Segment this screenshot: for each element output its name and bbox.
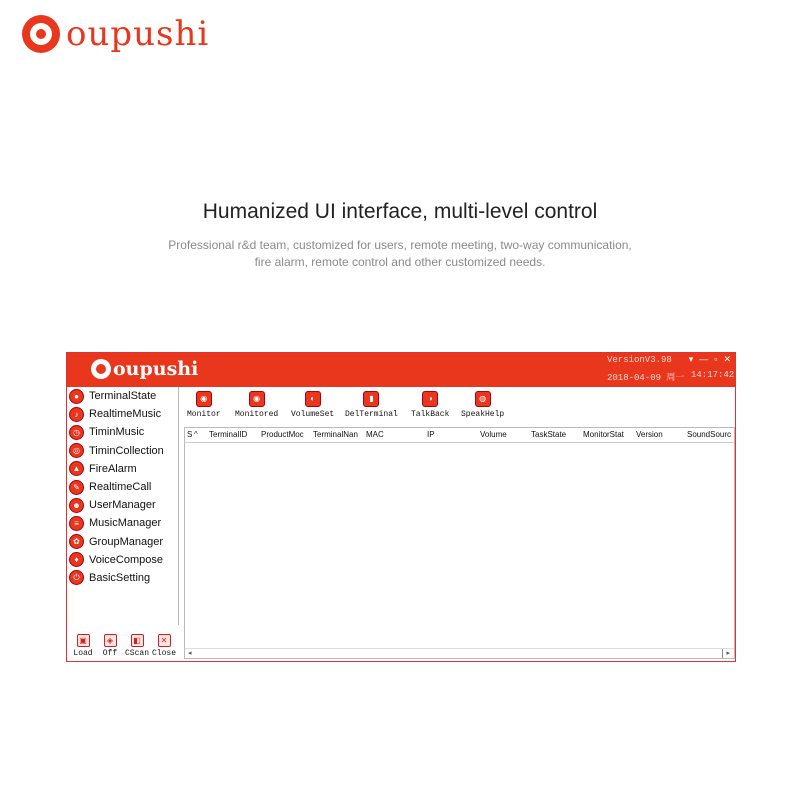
monitored-icon: ◉ bbox=[249, 391, 265, 407]
close-label: Close bbox=[152, 649, 177, 658]
sidebar-item-timin-collection[interactable] bbox=[67, 442, 178, 460]
off-label: Off bbox=[102, 649, 118, 658]
column-header-sound-source[interactable]: SoundSourc bbox=[687, 430, 732, 439]
sidebar-item-label: MusicManager bbox=[89, 517, 162, 530]
sidebar-item-user-manager[interactable] bbox=[67, 496, 178, 514]
column-header-terminal-name[interactable]: TerminalNan bbox=[313, 430, 358, 439]
group-icon: ✿ bbox=[69, 534, 84, 549]
brand-header bbox=[22, 14, 209, 54]
column-header-volume[interactable]: Volume bbox=[480, 430, 507, 439]
off-icon: ◈ bbox=[104, 634, 117, 647]
brand-name: oupushi bbox=[66, 14, 210, 54]
talkback-icon: ◑ bbox=[422, 391, 438, 407]
sidebar-item-label: TiminCollection bbox=[89, 444, 164, 457]
sidebar-item-label: GroupManager bbox=[89, 535, 163, 548]
time-label: 14:17:42 bbox=[691, 370, 735, 380]
dropdown-icon[interactable]: ▾ bbox=[688, 354, 694, 364]
subline-line-1: Professional r&d team, customized for users, remote meeting, two-way communication, bbox=[168, 238, 632, 252]
talkback-label: TalkBack bbox=[411, 410, 450, 419]
sidebar-item-label: FireAlarm bbox=[89, 462, 137, 475]
speak-help-button[interactable] bbox=[461, 391, 504, 419]
sidebar-item-music-manager[interactable] bbox=[67, 514, 178, 532]
sidebar-item-group-manager[interactable] bbox=[67, 533, 178, 551]
sort-arrow-icon: ^ bbox=[194, 430, 198, 439]
app-logo bbox=[91, 358, 198, 380]
column-header-version[interactable]: Version bbox=[636, 430, 663, 439]
sidebar-item-basic-setting[interactable] bbox=[67, 569, 178, 587]
sidebar-item-label: RealtimeMusic bbox=[89, 408, 162, 421]
main-panel bbox=[184, 387, 735, 661]
terminal-table bbox=[184, 427, 735, 659]
column-header-s[interactable]: S bbox=[187, 430, 193, 439]
sidebar-item-label: TiminMusic bbox=[89, 426, 145, 439]
load-icon: ▣ bbox=[77, 634, 90, 647]
monitor-label: Monitor bbox=[187, 410, 221, 419]
headline: Humanized UI interface, multi-level control bbox=[202, 200, 598, 223]
close-window-icon[interactable]: ✕ bbox=[723, 354, 731, 364]
talkback-button[interactable] bbox=[411, 391, 449, 419]
power-icon: ⏻ bbox=[69, 570, 84, 585]
delete-terminal-icon: ▮ bbox=[363, 391, 379, 407]
collection-icon: ◎ bbox=[69, 443, 84, 458]
column-header-product-model[interactable]: ProductMoc bbox=[261, 430, 304, 439]
scroll-divider bbox=[722, 649, 723, 658]
users-icon: ☻ bbox=[69, 498, 84, 513]
monitored-label: Monitored bbox=[235, 410, 279, 419]
version-label: VersionV3.98 bbox=[607, 355, 672, 365]
sidebar-item-realtime-music[interactable] bbox=[67, 405, 178, 423]
music-note-icon: ♪ bbox=[69, 407, 84, 422]
horizontal-scrollbar[interactable] bbox=[185, 648, 734, 658]
monitor-button[interactable] bbox=[187, 391, 221, 419]
title-bar bbox=[67, 353, 735, 387]
speak-help-label: SpeakHelp bbox=[461, 410, 505, 419]
sidebar-item-terminal-state[interactable] bbox=[67, 387, 178, 405]
load-button[interactable] bbox=[71, 625, 95, 661]
cscan-label: CScan bbox=[125, 649, 150, 658]
volume-set-button[interactable] bbox=[291, 391, 334, 419]
table-header bbox=[185, 428, 734, 443]
app-logo-text: oupushi bbox=[113, 358, 199, 380]
sidebar-item-label: BasicSetting bbox=[89, 571, 151, 584]
load-label: Load bbox=[73, 649, 93, 658]
off-button[interactable] bbox=[98, 625, 122, 661]
sidebar-item-fire-alarm[interactable] bbox=[67, 460, 178, 478]
subline-line-2: fire alarm, remote control and other customized needs. bbox=[254, 255, 546, 269]
subline bbox=[0, 237, 800, 271]
date-label: 2018-04-09 周一 bbox=[607, 373, 685, 383]
monitored-button[interactable] bbox=[235, 391, 278, 419]
maximize-icon[interactable]: ▫ bbox=[714, 354, 718, 364]
sidebar-item-label: TerminalState bbox=[89, 390, 157, 403]
scroll-left-icon[interactable]: ◂ bbox=[188, 650, 192, 657]
alarm-clock-icon: ◷ bbox=[69, 425, 84, 440]
close-button[interactable] bbox=[152, 625, 176, 661]
voice-icon: ♦ bbox=[69, 552, 84, 567]
del-terminal-label: DelTerminal bbox=[345, 410, 398, 419]
speak-help-icon: ◍ bbox=[475, 391, 491, 407]
toolbar bbox=[184, 391, 735, 425]
sidebar-item-voice-compose[interactable] bbox=[67, 551, 178, 569]
sidebar-footer bbox=[67, 625, 179, 661]
app-logo-icon bbox=[91, 359, 111, 379]
column-header-ip[interactable]: IP bbox=[427, 430, 435, 439]
scan-icon: ◧ bbox=[131, 634, 144, 647]
column-header-mac[interactable]: MAC bbox=[366, 430, 384, 439]
brand-logo-icon bbox=[22, 15, 60, 53]
scroll-right-icon[interactable]: ▸ bbox=[726, 650, 730, 657]
close-icon: ✕ bbox=[158, 634, 171, 647]
sidebar-item-realtime-call[interactable] bbox=[67, 478, 178, 496]
volume-set-label: VolumeSet bbox=[291, 410, 335, 419]
volume-icon: ◐ bbox=[305, 391, 321, 407]
column-header-terminal-id[interactable]: TerminalID bbox=[209, 430, 248, 439]
column-header-task-state[interactable]: TaskState bbox=[531, 430, 567, 439]
window-controls bbox=[689, 354, 731, 365]
sidebar-item-label: RealtimeCall bbox=[89, 481, 152, 494]
fire-alarm-icon: ▲ bbox=[69, 461, 84, 476]
terminal-state-icon: ● bbox=[69, 389, 84, 404]
list-icon: ≡ bbox=[69, 516, 84, 531]
sidebar-item-label: VoiceCompose bbox=[89, 553, 163, 566]
microphone-icon: ✎ bbox=[69, 480, 84, 495]
monitor-icon: ◉ bbox=[196, 391, 212, 407]
cscan-button[interactable] bbox=[125, 625, 149, 661]
sidebar-item-timin-music[interactable] bbox=[67, 423, 178, 441]
app-window bbox=[66, 352, 736, 662]
sidebar-item-label: UserManager bbox=[89, 499, 156, 512]
minimize-icon[interactable]: — bbox=[699, 354, 709, 364]
del-terminal-button[interactable] bbox=[345, 391, 398, 419]
column-header-monitor-state[interactable]: MonitorStat bbox=[583, 430, 624, 439]
sidebar bbox=[67, 387, 179, 625]
